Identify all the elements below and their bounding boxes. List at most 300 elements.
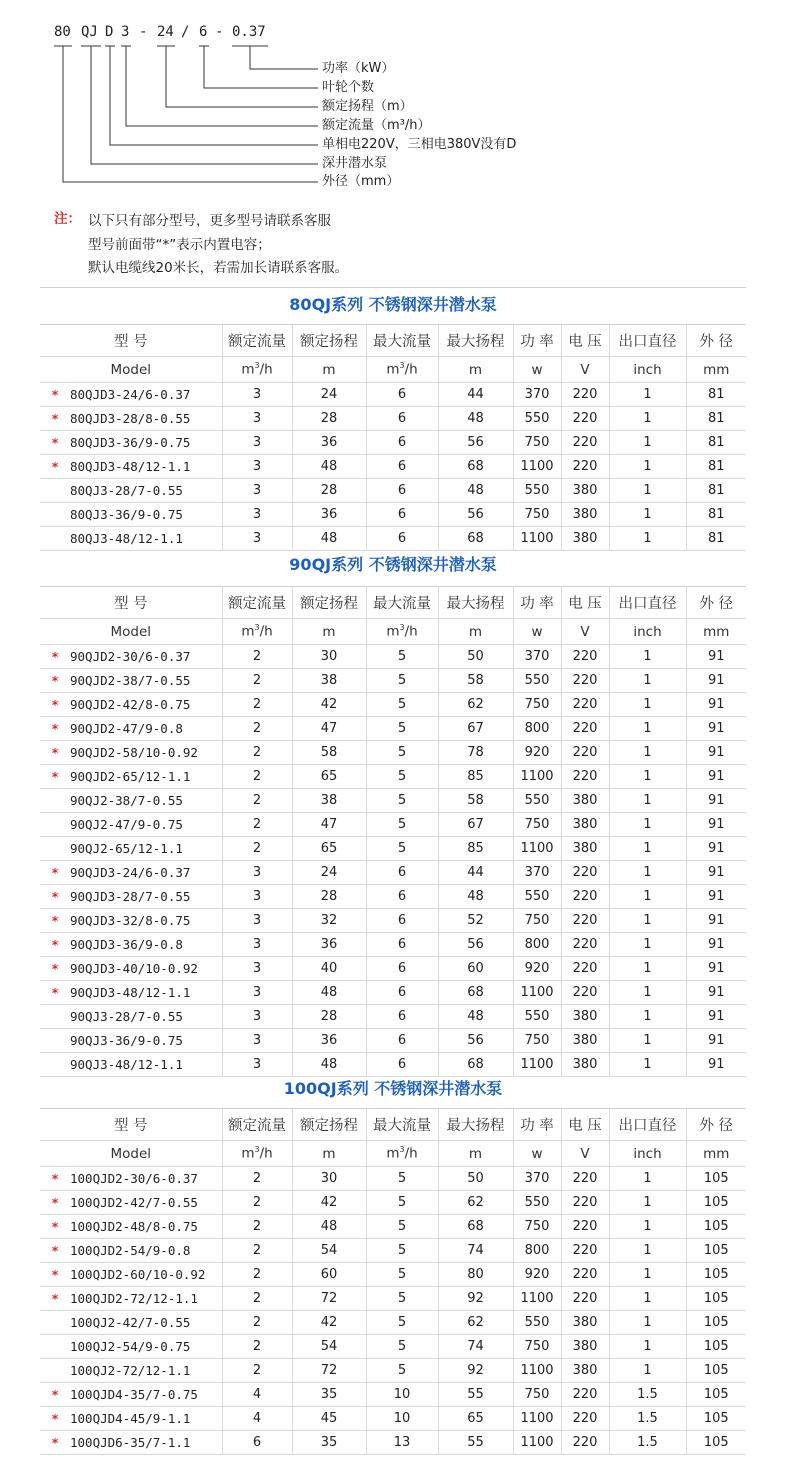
cell-od: 105 — [686, 1191, 746, 1215]
cell-flow: 2 — [222, 1359, 292, 1383]
cell-voltage: 380 — [561, 503, 609, 527]
cell-head: 60 — [292, 1263, 366, 1287]
table-row — [40, 1311, 746, 1335]
cell-head: 35 — [292, 1383, 366, 1407]
cell-power: 550 — [513, 407, 561, 431]
cell-od: 105 — [686, 1407, 746, 1431]
table-row — [40, 765, 746, 789]
cell-flow: 3 — [222, 1029, 292, 1053]
cell-outlet: 1 — [609, 933, 686, 957]
cell-head: 72 — [292, 1359, 366, 1383]
model-cell — [40, 527, 222, 551]
column-header: 出口直径 — [609, 587, 686, 619]
cell-flow: 2 — [222, 1239, 292, 1263]
model-name: 80QJD3-24/6-0.37 — [70, 387, 191, 402]
cell-max-flow: 6 — [366, 981, 438, 1005]
cell-od: 91 — [686, 693, 746, 717]
cell-power: 370 — [513, 383, 561, 407]
cell-od: 81 — [686, 479, 746, 503]
model-name: 90QJD3-24/6-0.37 — [70, 865, 191, 880]
cell-power: 920 — [513, 741, 561, 765]
cell-max-head: 52 — [438, 909, 513, 933]
cell-od: 81 — [686, 527, 746, 551]
cell-max-head: 68 — [438, 1053, 513, 1077]
table-row — [40, 957, 746, 981]
cell-max-head: 56 — [438, 503, 513, 527]
capacitor-star-icon: * — [51, 459, 59, 474]
cell-max-head: 48 — [438, 1005, 513, 1029]
cell-max-head: 55 — [438, 1431, 513, 1455]
cell-head: 38 — [292, 789, 366, 813]
model-cell — [40, 741, 222, 765]
capacitor-star-icon: * — [51, 387, 59, 402]
cell-voltage: 380 — [561, 1311, 609, 1335]
cell-max-flow: 5 — [366, 1215, 438, 1239]
model-cell — [40, 1239, 222, 1263]
cell-head: 30 — [292, 645, 366, 669]
table-row — [40, 717, 746, 741]
cell-outlet: 1 — [609, 479, 686, 503]
cell-power: 750 — [513, 909, 561, 933]
column-header: 额定扬程 — [292, 1109, 366, 1141]
table-row — [40, 645, 746, 669]
note-heading: 注： — [54, 211, 81, 227]
column-unit: m — [438, 357, 513, 383]
cell-od: 105 — [686, 1311, 746, 1335]
label-power: 功率（kW） — [322, 61, 395, 76]
column-unit: $m^3/h$ — [366, 357, 438, 383]
model-name: 90QJD2-38/7-0.55 — [70, 673, 191, 688]
cell-power: 1100 — [513, 765, 561, 789]
cell-voltage: 220 — [561, 981, 609, 1005]
table-row — [40, 837, 746, 861]
model-cell — [40, 1191, 222, 1215]
cell-outlet: 1 — [609, 741, 686, 765]
cell-outlet: 1 — [609, 717, 686, 741]
unit-row — [40, 357, 746, 383]
cell-flow: 3 — [222, 1005, 292, 1029]
cell-power: 370 — [513, 645, 561, 669]
cell-max-flow: 5 — [366, 1263, 438, 1287]
cell-max-head: 85 — [438, 837, 513, 861]
cell-flow: 3 — [222, 885, 292, 909]
cell-max-head: 68 — [438, 455, 513, 479]
table-row — [40, 1053, 746, 1077]
cell-power: 550 — [513, 1191, 561, 1215]
cell-outlet: 1 — [609, 455, 686, 479]
column-unit: m — [292, 619, 366, 645]
model-cell — [40, 1005, 222, 1029]
cell-outlet: 1 — [609, 813, 686, 837]
model-cell — [40, 455, 222, 479]
cell-outlet: 1 — [609, 1359, 686, 1383]
note-line: 型号前面带“*”表示内置电容； — [88, 237, 271, 253]
capacitor-star-icon: * — [51, 889, 59, 904]
table-row — [40, 503, 746, 527]
cell-max-head: 74 — [438, 1335, 513, 1359]
cell-max-flow: 5 — [366, 765, 438, 789]
column-header: 电 压 — [561, 325, 609, 357]
cell-power: 750 — [513, 1215, 561, 1239]
model-name: 80QJ3-28/7-0.55 — [70, 483, 183, 498]
cell-head: 36 — [292, 933, 366, 957]
model-cell — [40, 789, 222, 813]
cell-max-head: 62 — [438, 693, 513, 717]
column-header: 功 率 — [513, 1109, 561, 1141]
column-header: 型 号 — [40, 587, 222, 619]
divider — [40, 287, 746, 288]
cell-od: 81 — [686, 407, 746, 431]
cell-max-head: 80 — [438, 1263, 513, 1287]
column-unit: mm — [686, 1141, 746, 1167]
cell-od: 91 — [686, 1029, 746, 1053]
column-header: 出口直径 — [609, 1109, 686, 1141]
code-part-flow: 3 — [121, 24, 130, 40]
column-unit: w — [513, 1141, 561, 1167]
column-unit: mm — [686, 619, 746, 645]
cell-voltage: 220 — [561, 1167, 609, 1191]
cell-voltage: 220 — [561, 455, 609, 479]
table-row — [40, 1005, 746, 1029]
cell-outlet: 1 — [609, 1053, 686, 1077]
model-name: 90QJ2-65/12-1.1 — [70, 841, 183, 856]
column-unit: inch — [609, 357, 686, 383]
cell-head: 48 — [292, 455, 366, 479]
column-unit: $m^3/h$ — [222, 357, 292, 383]
cell-power: 750 — [513, 1383, 561, 1407]
model-name: 100QJD2-72/12-1.1 — [70, 1291, 198, 1306]
cell-flow: 2 — [222, 1287, 292, 1311]
cell-flow: 2 — [222, 717, 292, 741]
cell-head: 42 — [292, 693, 366, 717]
model-code-diagram — [0, 0, 790, 200]
cell-power: 1100 — [513, 455, 561, 479]
cell-power: 1100 — [513, 1359, 561, 1383]
cell-head: 54 — [292, 1239, 366, 1263]
cell-head: 28 — [292, 1005, 366, 1029]
table-row — [40, 1407, 746, 1431]
cell-outlet: 1 — [609, 1263, 686, 1287]
table-row — [40, 813, 746, 837]
cell-od: 91 — [686, 717, 746, 741]
cell-flow: 2 — [222, 1191, 292, 1215]
cell-flow: 6 — [222, 1431, 292, 1455]
cell-max-flow: 6 — [366, 1005, 438, 1029]
model-cell — [40, 813, 222, 837]
cell-head: 28 — [292, 885, 366, 909]
cell-flow: 3 — [222, 933, 292, 957]
cell-voltage: 220 — [561, 957, 609, 981]
cell-voltage: 220 — [561, 717, 609, 741]
cell-od: 81 — [686, 455, 746, 479]
table-row — [40, 455, 746, 479]
series-title: 100QJ系列 不锈钢深井潜水泵 — [283, 1079, 503, 1098]
cell-voltage: 380 — [561, 789, 609, 813]
model-name: 100QJD4-35/7-0.75 — [70, 1387, 198, 1402]
cell-head: 65 — [292, 765, 366, 789]
cell-head: 72 — [292, 1287, 366, 1311]
cell-head: 28 — [292, 407, 366, 431]
model-name: 100QJD2-60/10-0.92 — [70, 1267, 206, 1282]
model-cell — [40, 1383, 222, 1407]
cell-max-head: 50 — [438, 645, 513, 669]
cell-od: 91 — [686, 933, 746, 957]
cell-max-flow: 6 — [366, 957, 438, 981]
cell-max-flow: 6 — [366, 455, 438, 479]
cell-max-head: 68 — [438, 981, 513, 1005]
model-name: 90QJ2-47/9-0.75 — [70, 817, 183, 832]
cell-flow: 2 — [222, 669, 292, 693]
table-row — [40, 407, 746, 431]
column-header: 最大流量 — [366, 1109, 438, 1141]
cell-voltage: 220 — [561, 407, 609, 431]
cell-outlet: 1.5 — [609, 1407, 686, 1431]
cell-od: 91 — [686, 645, 746, 669]
cell-od: 105 — [686, 1359, 746, 1383]
cell-voltage: 220 — [561, 669, 609, 693]
cell-od: 81 — [686, 503, 746, 527]
label-od: 外径（mm） — [322, 174, 400, 189]
cell-head: 36 — [292, 503, 366, 527]
cell-flow: 3 — [222, 861, 292, 885]
cell-max-head: 65 — [438, 1407, 513, 1431]
cell-voltage: 220 — [561, 1239, 609, 1263]
cell-power: 750 — [513, 1029, 561, 1053]
cell-voltage: 220 — [561, 861, 609, 885]
cell-flow: 3 — [222, 383, 292, 407]
cell-max-head: 74 — [438, 1239, 513, 1263]
cell-voltage: 380 — [561, 1359, 609, 1383]
cell-max-flow: 6 — [366, 503, 438, 527]
cell-max-head: 68 — [438, 1215, 513, 1239]
column-unit: w — [513, 357, 561, 383]
column-header: 最大流量 — [366, 325, 438, 357]
cell-od: 91 — [686, 1005, 746, 1029]
model-name: 100QJD4-45/9-1.1 — [70, 1411, 191, 1426]
cell-voltage: 220 — [561, 693, 609, 717]
column-unit: V — [561, 619, 609, 645]
cell-od: 91 — [686, 885, 746, 909]
cell-od: 91 — [686, 981, 746, 1005]
cell-power: 800 — [513, 933, 561, 957]
cell-flow: 2 — [222, 741, 292, 765]
column-header: 额定流量 — [222, 325, 292, 357]
cell-flow: 2 — [222, 813, 292, 837]
cell-od: 105 — [686, 1431, 746, 1455]
cell-max-head: 60 — [438, 957, 513, 981]
table-row — [40, 1239, 746, 1263]
capacitor-star-icon: * — [51, 1267, 59, 1282]
cell-outlet: 1 — [609, 789, 686, 813]
cell-voltage: 380 — [561, 1335, 609, 1359]
cell-voltage: 220 — [561, 645, 609, 669]
model-cell — [40, 1359, 222, 1383]
cell-power: 920 — [513, 1263, 561, 1287]
unit-row — [40, 1141, 746, 1167]
cell-max-head: 55 — [438, 1383, 513, 1407]
table-row — [40, 1359, 746, 1383]
table-row — [40, 383, 746, 407]
table-row — [40, 789, 746, 813]
cell-flow: 2 — [222, 1167, 292, 1191]
cell-power: 750 — [513, 813, 561, 837]
cell-flow: 2 — [222, 1215, 292, 1239]
cell-power: 750 — [513, 1335, 561, 1359]
model-cell — [40, 1431, 222, 1455]
cell-max-flow: 6 — [366, 527, 438, 551]
column-unit: V — [561, 357, 609, 383]
capacitor-star-icon: * — [51, 411, 59, 426]
cell-power: 1100 — [513, 1431, 561, 1455]
cell-od: 105 — [686, 1215, 746, 1239]
cell-outlet: 1 — [609, 957, 686, 981]
model-name: 90QJ3-36/9-0.75 — [70, 1033, 183, 1048]
table-row — [40, 1383, 746, 1407]
cell-max-flow: 5 — [366, 1335, 438, 1359]
cell-max-flow: 6 — [366, 933, 438, 957]
cell-max-head: 44 — [438, 383, 513, 407]
cell-power: 1100 — [513, 1053, 561, 1077]
header-row — [40, 587, 746, 619]
cell-max-flow: 5 — [366, 1311, 438, 1335]
cell-outlet: 1 — [609, 693, 686, 717]
cell-power: 750 — [513, 503, 561, 527]
cell-outlet: 1 — [609, 1191, 686, 1215]
cell-max-head: 58 — [438, 789, 513, 813]
code-part-head: 24 — [157, 24, 174, 40]
cell-max-head: 62 — [438, 1311, 513, 1335]
cell-flow: 3 — [222, 503, 292, 527]
label-phase: 单相电220V，三相电380V没有D — [322, 137, 517, 152]
column-unit: m — [292, 1141, 366, 1167]
cell-voltage: 220 — [561, 1287, 609, 1311]
capacitor-star-icon: * — [51, 721, 59, 736]
model-name: 80QJD3-28/8-0.55 — [70, 411, 191, 426]
column-header: 型 号 — [40, 1109, 222, 1141]
code-part-type: QJ — [81, 24, 98, 40]
table-row — [40, 1215, 746, 1239]
cell-outlet: 1 — [609, 407, 686, 431]
capacitor-star-icon: * — [51, 769, 59, 784]
column-unit: inch — [609, 619, 686, 645]
cell-voltage: 380 — [561, 837, 609, 861]
table-row — [40, 885, 746, 909]
cell-head: 32 — [292, 909, 366, 933]
column-unit: $m^3/h$ — [222, 619, 292, 645]
cell-od: 91 — [686, 789, 746, 813]
column-header: 出口直径 — [609, 325, 686, 357]
table-row — [40, 981, 746, 1005]
cell-head: 42 — [292, 1191, 366, 1215]
cell-power: 550 — [513, 669, 561, 693]
cell-max-flow: 5 — [366, 813, 438, 837]
cell-flow: 2 — [222, 765, 292, 789]
cell-od: 105 — [686, 1239, 746, 1263]
cell-flow: 3 — [222, 479, 292, 503]
model-name: 90QJD3-32/8-0.75 — [70, 913, 191, 928]
cell-power: 800 — [513, 717, 561, 741]
cell-outlet: 1 — [609, 885, 686, 909]
cell-power: 550 — [513, 479, 561, 503]
unit-row — [40, 619, 746, 645]
cell-head: 30 — [292, 1167, 366, 1191]
cell-head: 47 — [292, 813, 366, 837]
cell-flow: 3 — [222, 957, 292, 981]
code-part-slash: / — [181, 24, 190, 40]
cell-voltage: 220 — [561, 741, 609, 765]
table-row — [40, 431, 746, 455]
cell-od: 105 — [686, 1383, 746, 1407]
model-cell — [40, 1215, 222, 1239]
capacitor-star-icon: * — [51, 1195, 59, 1210]
cell-max-head: 50 — [438, 1167, 513, 1191]
cell-outlet: 1 — [609, 1239, 686, 1263]
cell-head: 40 — [292, 957, 366, 981]
label-flow: 额定流量（m³/h） — [322, 118, 431, 133]
model-cell — [40, 1287, 222, 1311]
cell-voltage: 220 — [561, 1215, 609, 1239]
model-name: 100QJD2-42/7-0.55 — [70, 1195, 198, 1210]
cell-max-flow: 6 — [366, 479, 438, 503]
model-name: 90QJD3-48/12-1.1 — [70, 985, 191, 1000]
cell-flow: 3 — [222, 407, 292, 431]
model-cell — [40, 909, 222, 933]
model-name: 100QJD2-30/6-0.37 — [70, 1171, 198, 1186]
capacitor-star-icon: * — [51, 649, 59, 664]
model-name: 80QJD3-48/12-1.1 — [70, 459, 191, 474]
cell-max-flow: 13 — [366, 1431, 438, 1455]
cell-max-head: 68 — [438, 527, 513, 551]
capacitor-star-icon: * — [51, 673, 59, 688]
column-header: 额定扬程 — [292, 325, 366, 357]
code-part-phase: D — [105, 24, 114, 40]
capacitor-star-icon: * — [51, 1291, 59, 1306]
cell-max-flow: 5 — [366, 741, 438, 765]
cell-head: 36 — [292, 1029, 366, 1053]
cell-max-flow: 6 — [366, 431, 438, 455]
capacitor-star-icon: * — [51, 1219, 59, 1234]
model-name: 90QJ2-38/7-0.55 — [70, 793, 183, 808]
cell-od: 105 — [686, 1167, 746, 1191]
cell-max-head: 85 — [438, 765, 513, 789]
cell-od: 105 — [686, 1287, 746, 1311]
table-row — [40, 1335, 746, 1359]
cell-max-flow: 5 — [366, 1191, 438, 1215]
column-header: 额定流量 — [222, 1109, 292, 1141]
cell-power: 750 — [513, 693, 561, 717]
cell-outlet: 1.5 — [609, 1431, 686, 1455]
column-header: 电 压 — [561, 587, 609, 619]
capacitor-star-icon: * — [51, 1411, 59, 1426]
series-title: 80QJ系列 不锈钢深井潜水泵 — [289, 295, 497, 314]
column-unit: Model — [40, 1141, 222, 1167]
code-part-od: 80 — [54, 24, 71, 40]
column-header: 功 率 — [513, 325, 561, 357]
cell-od: 91 — [686, 837, 746, 861]
model-cell — [40, 431, 222, 455]
cell-voltage: 380 — [561, 527, 609, 551]
capacitor-star-icon: * — [51, 913, 59, 928]
model-name: 90QJD2-65/12-1.1 — [70, 769, 191, 784]
cell-flow: 3 — [222, 455, 292, 479]
cell-max-head: 58 — [438, 669, 513, 693]
capacitor-star-icon: * — [51, 1243, 59, 1258]
cell-max-flow: 10 — [366, 1383, 438, 1407]
table-row — [40, 669, 746, 693]
cell-power: 550 — [513, 885, 561, 909]
model-cell — [40, 669, 222, 693]
cell-max-flow: 5 — [366, 1239, 438, 1263]
